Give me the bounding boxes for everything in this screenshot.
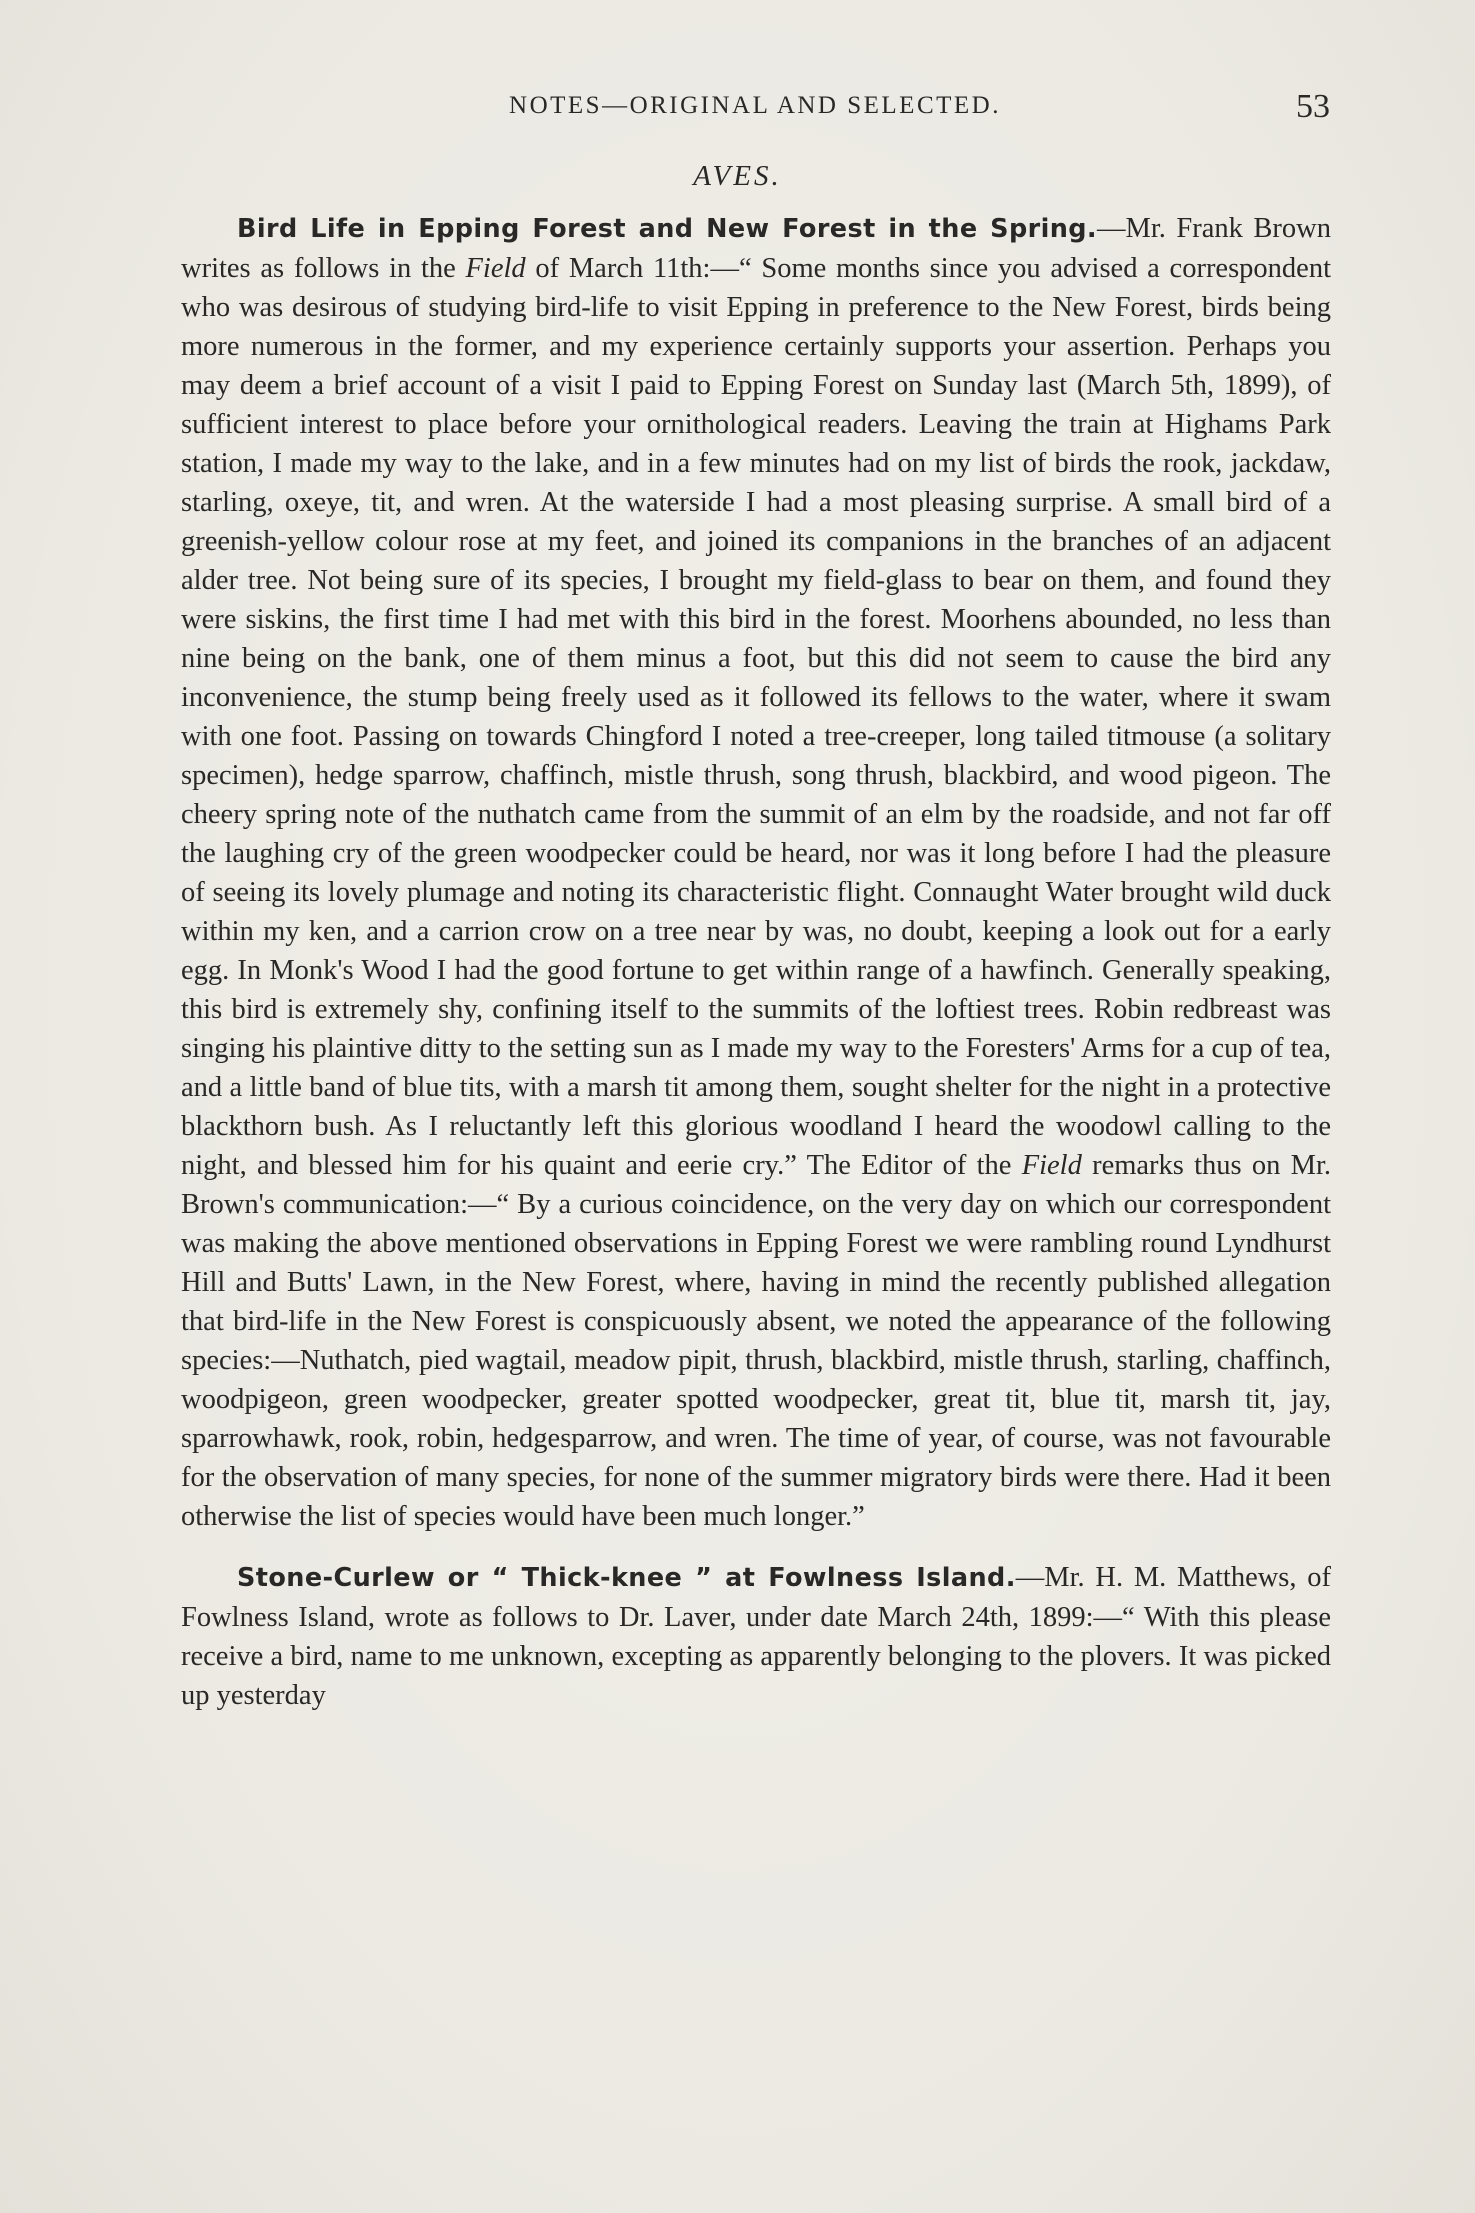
section-heading: AVES. — [693, 160, 782, 192]
running-head — [180, 88, 1330, 128]
paragraph-text: Mr. Frank Brown writes as follows in the — [181, 213, 1331, 284]
body-text — [181, 209, 1331, 1715]
running-title: NOTES—ORIGINAL AND SELECTED. — [509, 92, 1001, 119]
publication-name: Field — [465, 253, 526, 284]
paragraph-text: of March 11th:—“ Some months since you advised a correspondent who was desirous of studying bird-life to visit Epping in preference to the New Forest, birds being more numerous in the former, and my experience certainly supports your assertion. Perhaps you may deem a brief account of a visit I paid to Epping Forest on Sunday last (March 5th, 1899), of sufficient interest to place before your ornithological readers. Leaving the train at Highams Park station, I made my way to the lake, and in a few minutes had on my list of birds the rook, jackdaw, starling, oxeye, tit, and wren. At the waterside I had a most pleasing surprise. A small bird of a greenish-yellow colour rose at my feet, and joined its companions in the branches of an adjacent alder tree. Not being sure of its species, I brought my field-glass to bear on them, and found they were siskins, the first time I had met with this bird in the forest. Moorhens abounded, no less than nine being on the bank, one of them minus a foot, but this did not seem to cause the bird any inconvenience, the stump being freely used as it followed its fellows to the water, where it swam with one foot. Passing on towards Chingford I noted a tree-creeper, long tailed titmouse (a solitary specimen), hedge sparrow, chaffinch, mistle thrush, song thrush, blackbird, and wood pigeon. The cheery spring note of the nuthatch came from the summit of an elm by the roadside, and not far off the laughing cry of the green woodpecker could be heard, nor was it long before I had the pleasure of seeing its lovely plumage and noting its characteristic flight. Connaught Water brought wild duck within my ken, and a carrion crow on a tree near by was, no doubt, keeping a look out for a early egg. In Monk's Wood I had the good fortune to get within range of a hawfinch. Generally speaking, this bird is extremely shy, confining itself to the summits of the loftiest trees. Robin redbreast was singing his plaintive ditty to the setting sun as I made my way to the Foresters' Arms for a cup of tea, and a little band of blue tits, with a marsh tit among them, sought shelter for the night in a protective blackthorn bush. As I reluctantly left this glorious woodland I heard the woodowl calling to the night, and blessed him for his quaint and eerie cry.” The Editor of the — [181, 253, 1331, 1181]
title-dash: — — [1097, 213, 1126, 244]
article-paragraph — [181, 1558, 1331, 1715]
paragraph-text: remarks thus on Mr. Brown's communication:—“ By a curious coincidence, on the very day on which our correspondent was making the above mentioned observations in Epping Forest we were rambling round Lyndhurst Hill and Butts' Lawn, in the New Forest, where, having in mind the recently published allegation that bird-life in the New Forest is conspicuously absent, we noted the appearance of the following species:—Nuthatch, pied wagtail, meadow pipit, thrush, blackbird, mistle thrush, starling, chaffinch, woodpigeon, green woodpecker, greater spotted woodpecker, great tit, blue tit, marsh tit, jay, sparrowhawk, rook, robin, hedgesparrow, and wren. The time of year, of course, was not favourable for the observation of many species, for none of the summer migratory birds were there. Had it been otherwise the list of species would have been much longer.” — [181, 1150, 1332, 1532]
article-paragraph — [181, 209, 1331, 1536]
publication-name: Field — [1021, 1150, 1082, 1181]
article-title: Stone-Curlew or “ Thick-knee ” at Fowlness Island. — [237, 1563, 1016, 1593]
paragraph-text: Mr. H. M. Matthews, of Fowlness Island, wrote as follows to Dr. Laver, under date March 24th, 1899:—“ With this please receive a bird, name to me unknown, excepting as apparently belonging to the plovers. It was picked up yesterday — [181, 1562, 1331, 1711]
article-title: Bird Life in Epping Forest and New Forest in the Spring. — [237, 214, 1098, 244]
title-dash: — — [1015, 1562, 1045, 1593]
page-number: 53 — [1296, 88, 1330, 125]
